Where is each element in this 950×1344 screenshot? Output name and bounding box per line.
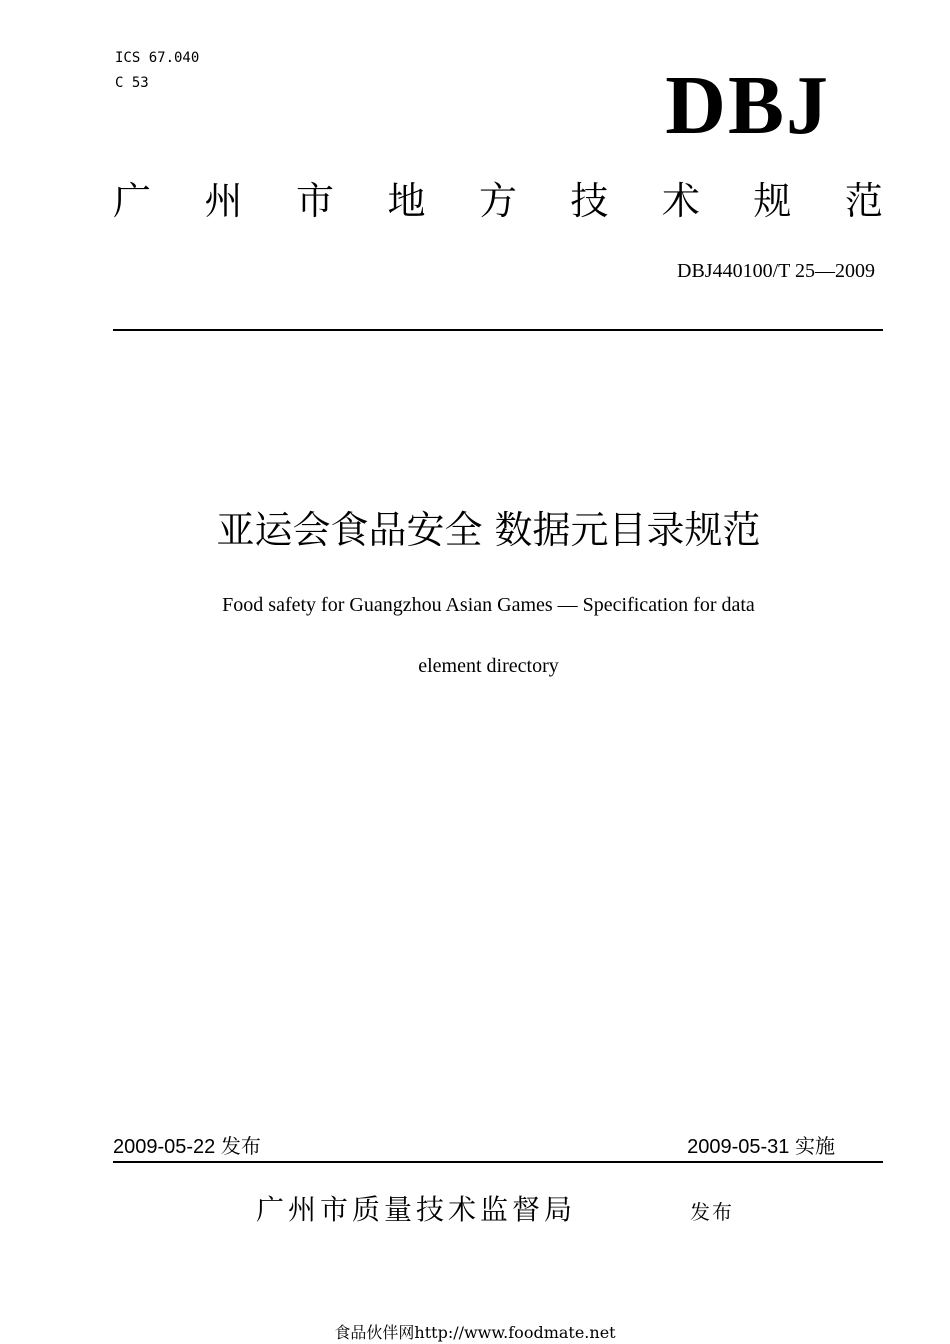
issuing-authority: 广州市质量技术监督局 — [256, 1193, 577, 1226]
dbj-logo: DBJ — [665, 59, 830, 152]
ics-code: ICS 67.040 — [115, 50, 200, 66]
document-title-en-line2: element directory — [418, 655, 559, 677]
footer-watermark: 食品伙伴网http://www.foodmate.net — [334, 1323, 616, 1342]
ccs-code: C 53 — [115, 75, 149, 91]
document-title-zh: 亚运会食品安全 数据元目录规范 — [216, 508, 761, 552]
issuing-authority-suffix: 发布 — [690, 1200, 734, 1224]
series-char: 州 — [204, 179, 243, 223]
issue-date: 2009-05-22 发布 — [113, 1136, 261, 1158]
top-divider — [113, 329, 883, 331]
series-char: 范 — [844, 179, 883, 223]
series-char: 地 — [387, 179, 426, 223]
document-title-en-line1: Food safety for Guangzhou Asian Games — Specification for data — [222, 594, 755, 616]
series-char: 广 — [113, 179, 152, 223]
standard-series-title — [113, 174, 883, 228]
bottom-divider — [113, 1161, 883, 1163]
series-char: 市 — [295, 179, 334, 223]
series-char: 方 — [478, 179, 517, 223]
series-char: 技 — [570, 179, 609, 223]
series-char: 术 — [661, 179, 700, 223]
standard-number: DBJ440100/T 25—2009 — [677, 260, 875, 282]
implementation-date: 2009-05-31 实施 — [687, 1136, 835, 1158]
series-char: 规 — [753, 179, 792, 223]
